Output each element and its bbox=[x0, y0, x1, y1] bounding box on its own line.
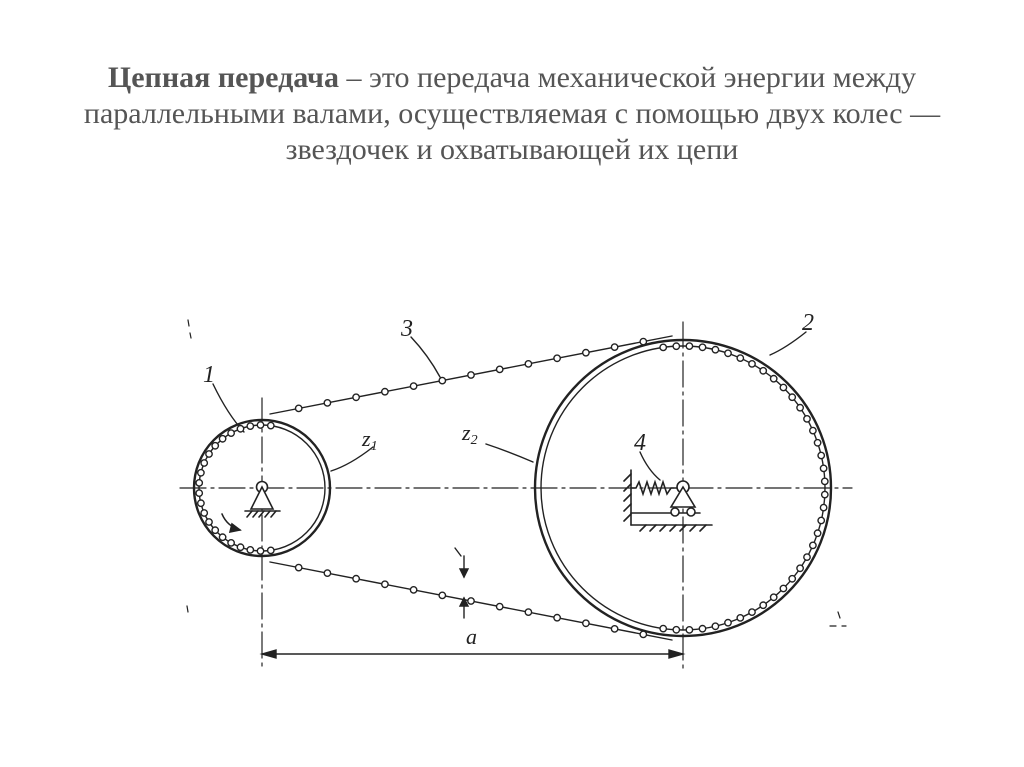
leader-lines bbox=[213, 332, 806, 480]
chain-link bbox=[760, 602, 766, 608]
chain-link bbox=[353, 576, 359, 582]
chain-link bbox=[771, 376, 777, 382]
chain-link bbox=[820, 465, 826, 471]
chain-link bbox=[228, 430, 234, 436]
chain-link bbox=[212, 443, 218, 449]
chain-link bbox=[673, 343, 679, 349]
definition-text: – это передача механической энергии между параллельными валами, осуществляемая с помощью двух колес — звездочек и охватывающей их цепи bbox=[83, 61, 941, 166]
chain-link bbox=[410, 383, 416, 389]
chain-link bbox=[797, 405, 803, 411]
chain-link bbox=[268, 547, 274, 553]
label-center-distance-a: a bbox=[466, 624, 477, 649]
chain-link bbox=[198, 470, 204, 476]
chain-link bbox=[296, 564, 302, 570]
chain-link bbox=[818, 517, 824, 523]
label-z1-subscript: 1 bbox=[370, 439, 378, 454]
label-sprocket-2: 2 bbox=[802, 310, 814, 336]
chain-link bbox=[257, 548, 263, 554]
chain-link bbox=[804, 416, 810, 422]
chain-link bbox=[198, 500, 204, 506]
small-shaft-support bbox=[222, 482, 280, 533]
label-z1-letter: z bbox=[362, 426, 371, 451]
center-distance-dimension bbox=[262, 650, 683, 658]
chain-link bbox=[822, 491, 828, 497]
chain-link bbox=[814, 530, 820, 536]
chain-link bbox=[206, 451, 212, 457]
tensioner-mechanism bbox=[624, 470, 712, 531]
chain-link bbox=[554, 615, 560, 621]
chain-link bbox=[699, 344, 705, 350]
chain-link bbox=[640, 338, 646, 344]
label-z2 bbox=[461, 420, 478, 448]
chain-link bbox=[247, 423, 253, 429]
chain-link bbox=[712, 347, 718, 353]
chain-link bbox=[789, 394, 795, 400]
label-z1 bbox=[361, 426, 378, 454]
chain-link bbox=[749, 361, 755, 367]
chain-link bbox=[699, 626, 705, 632]
chain-link bbox=[410, 587, 416, 593]
chain-link bbox=[583, 620, 589, 626]
chain-link bbox=[525, 361, 531, 367]
chain-link bbox=[212, 527, 218, 533]
term-chain-drive: Цепная передача bbox=[107, 61, 339, 94]
chain-link bbox=[611, 344, 617, 350]
label-chain-3: 3 bbox=[401, 316, 413, 342]
chain-link bbox=[497, 603, 503, 609]
chain-link bbox=[725, 350, 731, 356]
chain-link bbox=[257, 422, 263, 428]
chain-link bbox=[822, 478, 828, 484]
chain-link bbox=[797, 565, 803, 571]
chain-link bbox=[712, 623, 718, 629]
chain-link bbox=[660, 344, 666, 350]
chain-link bbox=[468, 598, 474, 604]
chain-link bbox=[640, 631, 646, 637]
chain-link bbox=[780, 384, 786, 390]
chain-link bbox=[660, 625, 666, 631]
chain-link bbox=[324, 570, 330, 576]
label-sprocket-1: 1 bbox=[203, 362, 215, 388]
chain-link bbox=[296, 405, 302, 411]
chain-link bbox=[439, 377, 445, 383]
chain-link bbox=[554, 355, 560, 361]
chain-link bbox=[525, 609, 531, 615]
chain-link bbox=[237, 426, 243, 432]
chain-link bbox=[583, 350, 589, 356]
chain-link bbox=[382, 389, 388, 395]
chain-link bbox=[820, 504, 826, 510]
label-tensioner-4: 4 bbox=[634, 430, 646, 456]
chain-link bbox=[201, 510, 207, 516]
chain-link bbox=[810, 542, 816, 548]
chain-link bbox=[789, 576, 795, 582]
chain-link bbox=[196, 480, 202, 486]
chain-link bbox=[382, 581, 388, 587]
chain-link bbox=[771, 594, 777, 600]
label-z2-subscript: 2 bbox=[470, 433, 478, 448]
chain-link bbox=[497, 366, 503, 372]
chain-link bbox=[219, 534, 225, 540]
chain-link bbox=[814, 440, 820, 446]
chain-link bbox=[760, 368, 766, 374]
chain-link bbox=[725, 620, 731, 626]
chain-link bbox=[737, 355, 743, 361]
chain-link bbox=[810, 427, 816, 433]
chain-link bbox=[468, 372, 474, 378]
chain-link bbox=[611, 626, 617, 632]
chain-link bbox=[686, 343, 692, 349]
chain-link bbox=[673, 627, 679, 633]
chain-link bbox=[818, 452, 824, 458]
chain-link bbox=[737, 615, 743, 621]
chain-link bbox=[686, 627, 692, 633]
chain-link bbox=[228, 540, 234, 546]
chain-link bbox=[247, 547, 253, 553]
chain-link bbox=[804, 554, 810, 560]
chain-link bbox=[201, 460, 207, 466]
chain-link bbox=[749, 609, 755, 615]
chain-link bbox=[268, 422, 274, 428]
chain-link bbox=[780, 585, 786, 591]
chain-link bbox=[219, 436, 225, 442]
chain-link bbox=[324, 400, 330, 406]
chain-link bbox=[353, 394, 359, 400]
pitch-dimension bbox=[455, 548, 468, 618]
label-z2-letter: z bbox=[462, 420, 471, 445]
chain-link bbox=[439, 592, 445, 598]
chain-link bbox=[206, 519, 212, 525]
chain-link bbox=[237, 544, 243, 550]
chain-link bbox=[196, 490, 202, 496]
